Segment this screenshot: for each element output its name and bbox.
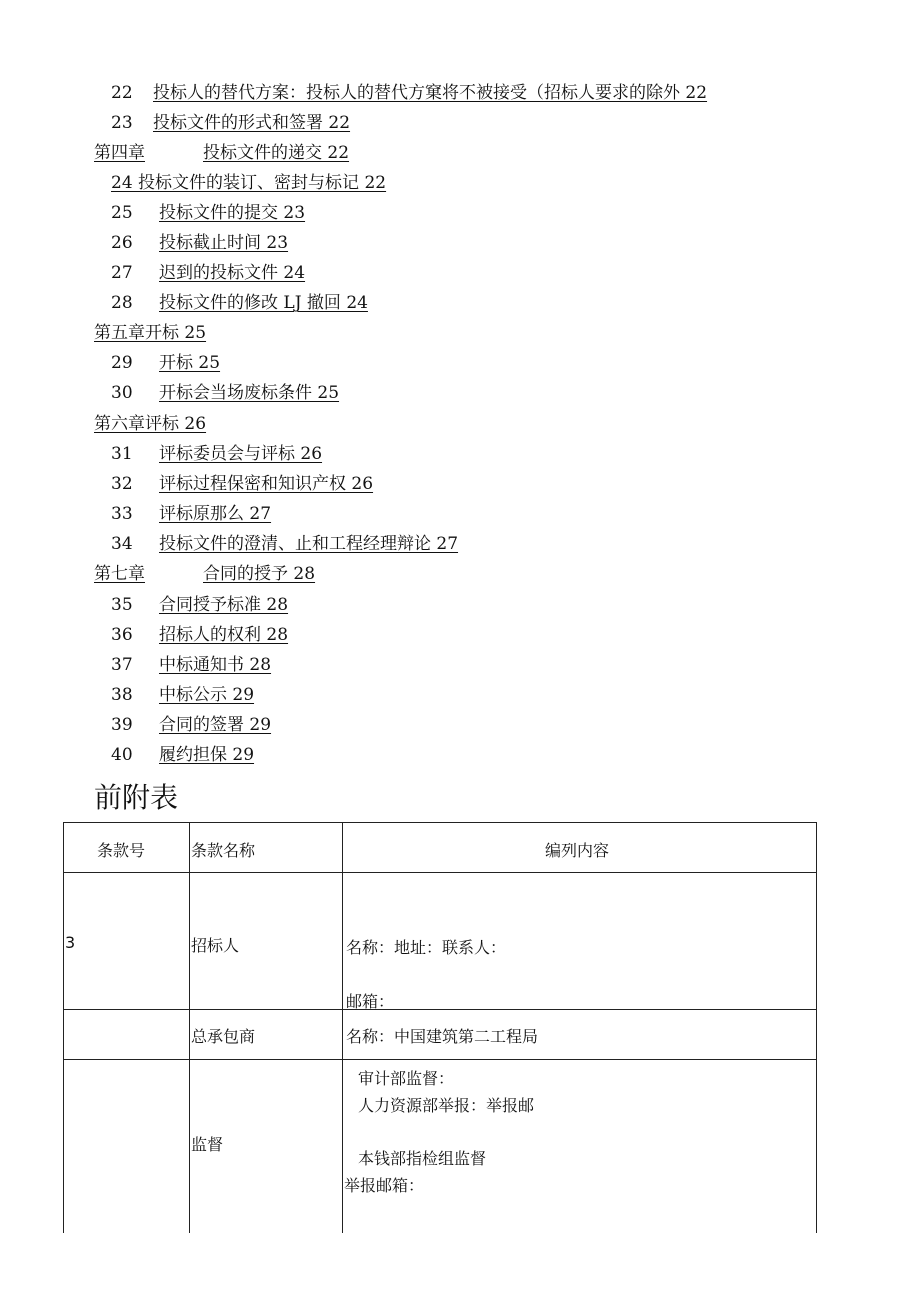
table-row-3-clause-name	[190, 1060, 343, 1233]
toc-chapter-7[interactable]	[94, 563, 315, 585]
toc-entry-text: 中标公示 29	[159, 685, 255, 705]
clause-name: 总承包商	[191, 1027, 256, 1046]
appendix-title: 前附表	[94, 781, 179, 814]
toc-entry-text: 投标人的替代方案：投标人的替代方窠将不被接受（招标人要求的除外 22	[153, 83, 708, 103]
toc-chapter-4[interactable]	[94, 142, 349, 164]
toc-entry-number: 39	[111, 715, 133, 735]
toc-entry-text: 合同授予标准 28	[159, 595, 289, 615]
clause-name: 监督	[191, 1135, 224, 1154]
toc-chapter-6[interactable]	[94, 413, 206, 435]
toc-entry-36[interactable]	[111, 624, 288, 646]
toc-entry-28[interactable]	[111, 292, 368, 314]
toc-entry-text: 评标原那么 27	[159, 504, 272, 524]
toc-entry-number: 38	[111, 685, 133, 705]
toc-entry-text: 合同的签署 29	[159, 715, 272, 735]
toc-entry-26[interactable]	[111, 232, 288, 254]
header-cell-clause-name	[190, 823, 343, 873]
table-row-2-clause-name	[190, 1010, 343, 1060]
toc-entry-number: 34	[111, 534, 133, 554]
toc-chapter-label: 第七章	[94, 564, 145, 584]
toc-entry-24[interactable]	[111, 172, 386, 194]
toc-entry-number: 29	[111, 353, 133, 373]
toc-entry-34[interactable]	[111, 533, 458, 555]
header-label: 条款名称	[191, 841, 256, 860]
toc-entry-text: 合同的授予 28	[203, 564, 316, 584]
content-line: 名称：地址：联系人：	[346, 938, 507, 957]
toc-entry-32[interactable]	[111, 473, 373, 495]
table-row-1-content	[343, 873, 817, 1010]
content-line: 本钱部指检组监督	[358, 1149, 487, 1168]
table-row-1-clause-name	[190, 873, 343, 1010]
content-line: 审计部监督：	[358, 1069, 455, 1088]
toc-entry-text: 开标 25	[159, 353, 221, 373]
toc-entry-25[interactable]	[111, 202, 305, 224]
toc-entry-number: 36	[111, 625, 133, 645]
content-line: 名称：中国建筑第二工程局	[346, 1027, 539, 1046]
toc-entry-30[interactable]	[111, 382, 339, 404]
toc-entry-number: 27	[111, 263, 133, 283]
toc-entry-text: 中标通知书 28	[159, 655, 272, 675]
toc-entry-number: 32	[111, 474, 133, 494]
toc-entry-text: 投标截止时间 23	[159, 233, 289, 253]
toc-entry-text: 投标文件的递交 22	[203, 143, 350, 163]
toc-entry-number: 35	[111, 595, 133, 615]
toc-entry-text: 投标文件的提交 23	[159, 203, 306, 223]
table-row-2-clause-no	[64, 1010, 190, 1060]
toc-entry-23[interactable]	[111, 112, 350, 134]
toc-entry-text: 投标文件的澄清、止和工程经理辩论 27	[159, 534, 459, 554]
toc-entry-number: 28	[111, 293, 133, 313]
toc-entry-text: 开标会当场废标条件 25	[159, 383, 340, 403]
toc-entry-number: 23	[111, 113, 133, 133]
toc-entry-number: 26	[111, 233, 133, 253]
toc-entry-text: 迟到的投标文件 24	[159, 263, 306, 283]
clause-number: 3	[65, 933, 76, 952]
toc-entry-number: 40	[111, 745, 133, 765]
toc-entry-text: 招标人的权利 28	[159, 625, 289, 645]
table-row-3-clause-no	[64, 1060, 190, 1233]
toc-chapter-5[interactable]	[94, 322, 206, 344]
appendix-table	[63, 822, 817, 1233]
toc-chapter-label: 第四章	[94, 143, 145, 163]
content-line: 人力资源部举报：举报邮	[358, 1096, 535, 1115]
table-row-2-content	[343, 1010, 817, 1060]
toc-entry-33[interactable]	[111, 503, 271, 525]
content-line: 邮箱：	[346, 992, 395, 1011]
toc-entry-29[interactable]	[111, 352, 220, 374]
toc-entry-text: 评标委员会与评标 26	[159, 444, 323, 464]
toc-entry-35[interactable]	[111, 594, 288, 616]
toc-entry-39[interactable]	[111, 714, 271, 736]
toc-entry-27[interactable]	[111, 262, 305, 284]
table-row-3-content	[343, 1060, 817, 1233]
toc-entry-text: 评标过程保密和知识产权 26	[159, 474, 374, 494]
toc-entry-number: 33	[111, 504, 133, 524]
toc-entry-number: 25	[111, 203, 133, 223]
toc-entry-text: 第六章评标 26	[94, 414, 207, 434]
toc-entry-number: 31	[111, 444, 133, 464]
toc-entry-37[interactable]	[111, 654, 271, 676]
clause-name: 招标人	[191, 936, 240, 955]
toc-entry-text: 第五章开标 25	[94, 323, 207, 343]
header-label: 条款号	[97, 841, 146, 860]
header-cell-content	[343, 823, 817, 873]
toc-entry-number: 37	[111, 655, 133, 675]
toc-entry-22[interactable]	[111, 82, 707, 104]
toc-entry-text: 24 投标文件的装订、密封与标记 22	[111, 173, 387, 193]
toc-entry-31[interactable]	[111, 443, 322, 465]
toc-entry-number: 22	[111, 83, 133, 103]
toc-entry-40[interactable]	[111, 744, 254, 766]
header-label: 编列内容	[545, 841, 610, 860]
content-line: 举报邮箱：	[344, 1176, 425, 1195]
toc-entry-text: 投标文件的修改 LJ 撤回 24	[159, 293, 368, 313]
toc-entry-text: 履约担保 29	[159, 745, 255, 765]
toc-entry-number: 30	[111, 383, 133, 403]
toc-entry-38[interactable]	[111, 684, 254, 706]
header-cell-clause-no	[64, 823, 190, 873]
table-row-1-clause-no	[64, 873, 190, 1010]
toc-entry-text: 投标文件的形式和签署 22	[153, 113, 351, 133]
